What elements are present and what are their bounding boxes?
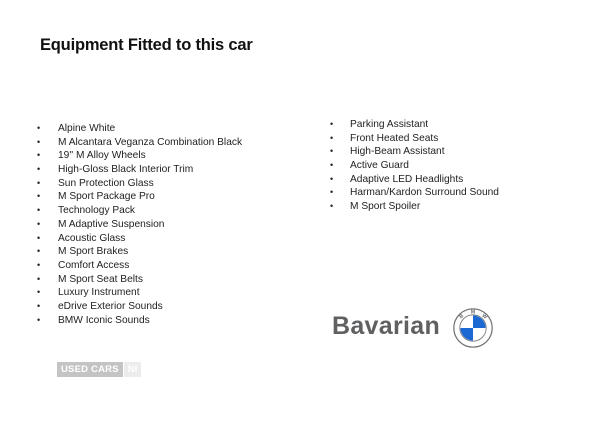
list-item <box>37 218 242 232</box>
bullet: • <box>37 246 41 257</box>
list-item <box>37 245 242 259</box>
list-item <box>37 259 242 273</box>
list-item <box>37 136 243 150</box>
list-item-label: 19'' M Alloy Wheels <box>58 150 146 162</box>
bullet: • <box>37 191 41 202</box>
bullet: • <box>37 218 41 229</box>
bullet: • <box>330 201 334 212</box>
list-item <box>37 177 242 191</box>
list-item-label: Luxury Instrument <box>58 287 140 299</box>
bullet: • <box>37 205 41 216</box>
list-item <box>37 300 242 314</box>
bullet: • <box>37 164 41 175</box>
list-item <box>330 132 499 146</box>
list-item-label: M Sport Spoiler <box>350 201 421 213</box>
bullet: • <box>330 119 334 129</box>
bullet: • <box>37 123 41 133</box>
list-item-label: M Sport Package Pro <box>58 191 155 203</box>
list-item-label: M Sport Brakes <box>58 246 129 258</box>
list-item <box>37 204 242 218</box>
list-item-label: Alpine White <box>58 123 116 134</box>
list-item <box>37 286 242 300</box>
list-item-label: M Adaptive Suspension <box>58 218 165 230</box>
list-item-label: Harman/Kardon Surround Sound <box>350 187 499 199</box>
used-cars-badge <box>57 362 141 377</box>
bullet: • <box>37 177 41 188</box>
roundel-letter-m: M <box>470 309 476 316</box>
list-item-label: Comfort Access <box>58 259 130 271</box>
bmw-roundel-icon <box>453 308 493 348</box>
list-item <box>37 273 242 287</box>
bullet: • <box>330 160 334 171</box>
page-title: Equipment Fitted to this car <box>40 36 253 54</box>
list-item <box>37 122 242 136</box>
bullet: • <box>330 146 334 157</box>
equipment-list-left <box>37 122 243 327</box>
list-item <box>37 314 242 328</box>
roundel-letter-b: B <box>458 313 466 321</box>
bullet: • <box>37 314 41 325</box>
bullet: • <box>37 232 41 243</box>
list-item <box>330 118 499 132</box>
list-item-label: Front Heated Seats <box>350 132 439 144</box>
bullet: • <box>37 259 41 270</box>
bullet: • <box>37 287 41 298</box>
list-item <box>37 232 242 246</box>
bullet: • <box>37 150 41 161</box>
bullet: • <box>37 300 41 311</box>
badge-label: USED CARS <box>57 362 123 377</box>
list-item <box>37 190 242 204</box>
roundel-letter-w: W <box>480 312 488 321</box>
list-item <box>37 149 242 163</box>
list-item-label: Adaptive LED Headlights <box>350 173 464 185</box>
bullet: • <box>37 136 41 147</box>
list-item-label: Active Guard <box>350 160 409 172</box>
list-item-label: eDrive Exterior Sounds <box>58 300 163 312</box>
list-item-label: Technology Pack <box>58 205 136 217</box>
list-item <box>330 200 499 214</box>
list-item-label: Parking Assistant <box>350 119 429 130</box>
list-item-label: High-Gloss Black Interior Trim <box>58 164 194 176</box>
list-item-label: Sun Protection Glass <box>58 177 154 189</box>
list-item <box>330 159 499 173</box>
equipment-list-right <box>330 118 499 214</box>
list-item <box>330 145 499 159</box>
bullet: • <box>330 187 334 198</box>
dealer-brand <box>332 310 502 350</box>
list-item-label: M Sport Seat Belts <box>58 273 143 285</box>
list-item-label: BMW Iconic Sounds <box>58 314 150 326</box>
badge-region: NI <box>124 362 142 377</box>
list-item <box>330 173 499 187</box>
list-item <box>37 163 242 177</box>
list-item-label: M Alcantara Veganza Combination Black <box>58 136 243 148</box>
bullet: • <box>37 273 41 284</box>
list-item-label: Acoustic Glass <box>58 232 126 244</box>
list-item-label: High-Beam Assistant <box>350 146 445 158</box>
dealer-wordmark: Bavarian <box>332 312 441 340</box>
bullet: • <box>330 173 334 184</box>
bullet: • <box>330 132 334 143</box>
list-item <box>330 186 499 200</box>
